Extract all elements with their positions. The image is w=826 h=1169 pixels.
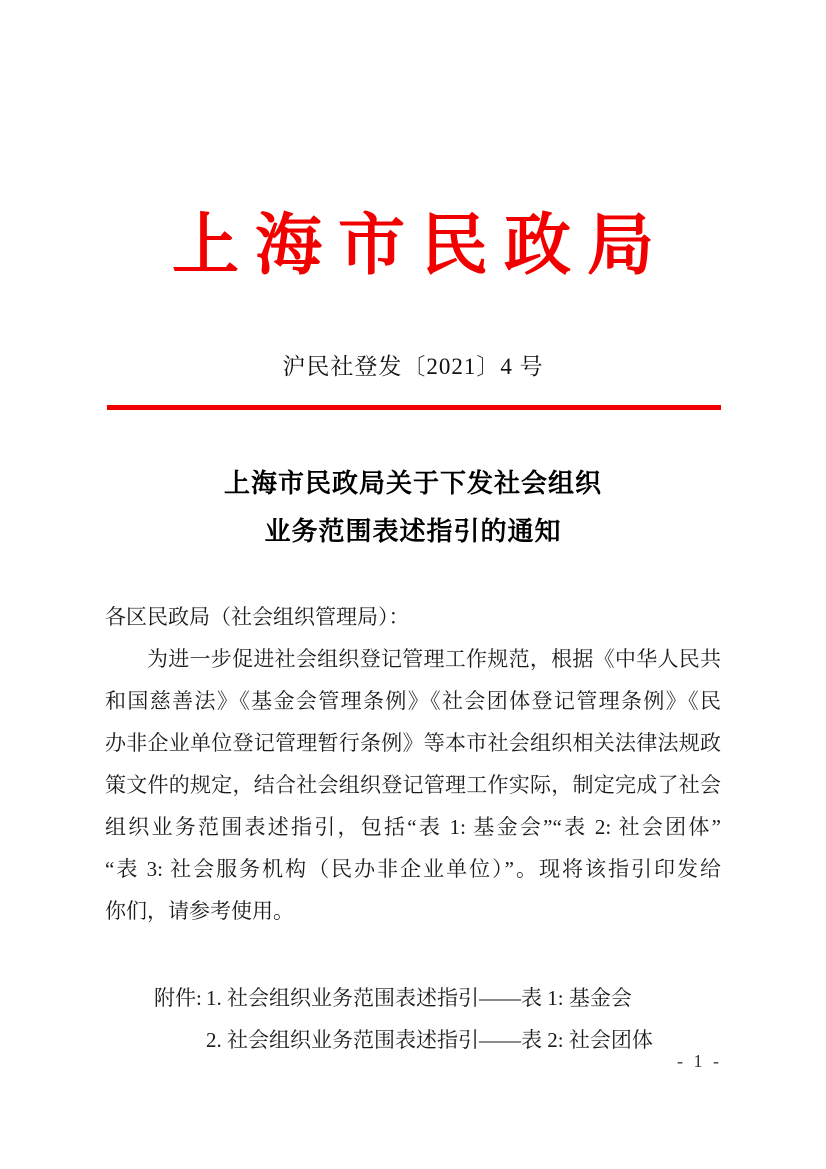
attachment-item: 1. 社会组织业务范围表述指引——表 1: 基金会 bbox=[206, 986, 632, 1010]
attachment-line bbox=[154, 977, 714, 1019]
paragraph-line: 策文件的规定，结合社会组织登记管理工作实际，制定完成了社会 bbox=[105, 773, 721, 797]
attachment-line bbox=[206, 1019, 714, 1061]
red-divider-line bbox=[107, 405, 721, 410]
paragraph-line: 组织业务范围表述指引，包括“表 1: 基金会”“表 2: 社会团体” bbox=[105, 815, 721, 839]
document-body bbox=[105, 596, 721, 932]
notice-title-line1: 上海市民政局关于下发社会组织 bbox=[223, 469, 602, 498]
main-paragraph bbox=[105, 638, 721, 932]
paragraph-line: “表 3: 社会服务机构（民办非企业单位）”。现将该指引印发给 bbox=[105, 857, 721, 881]
notice-title-line2: 业务范围表述指引的通知 bbox=[264, 517, 562, 546]
attachment-item: 2. 社会组织业务范围表述指引——表 2: 社会团体 bbox=[206, 1028, 653, 1052]
attachments-section bbox=[154, 977, 714, 1061]
paragraph-line: 办非企业单位登记管理暂行条例》等本市社会组织相关法律法规政 bbox=[105, 731, 721, 755]
page-number: - 1 - bbox=[677, 1051, 722, 1071]
document-number: 沪民社登发〔2021〕4 号 bbox=[282, 354, 544, 379]
paragraph-line: 为进一步促进社会组织登记管理工作规范，根据《中华人民共 bbox=[147, 647, 721, 671]
agency-title: 上海市民政局 bbox=[172, 209, 670, 283]
attachments-label: 附件: bbox=[154, 986, 202, 1010]
paragraph-line: 和国慈善法》《基金会管理条例》《社会团体登记管理条例》《民 bbox=[105, 689, 721, 713]
notice-title bbox=[0, 460, 826, 556]
salutation: 各区民政局（社会组织管理局）： bbox=[105, 605, 410, 629]
paragraph-line: 你们，请参考使用。 bbox=[105, 899, 294, 923]
